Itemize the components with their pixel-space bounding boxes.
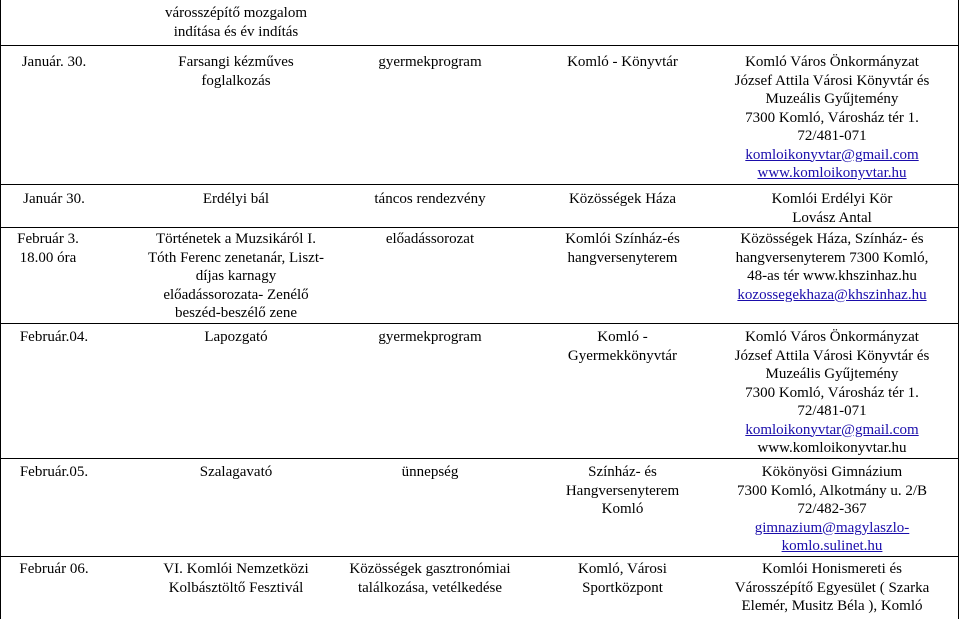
email-link[interactable]: gimnazium@magylaszlo- — [754, 519, 910, 536]
email-link[interactable]: kozossegekhaza@khszinhaz.hu — [737, 286, 927, 303]
event-date: Január 30. — [23, 191, 85, 207]
website-text: www.komloikonyvtar.hu — [757, 440, 907, 456]
row-divider — [0, 556, 959, 557]
event-date: Január. 30. — [21, 54, 87, 70]
event-date: Február 06. — [19, 561, 89, 577]
event-place: Komló, Városi Sportközpont — [578, 561, 667, 596]
event-organizer: Közösségek Háza, Színház- és hangversenyterem 7300 Komló, 48-as tér www.khszinhaz.hu kozossegekhaza@khszinhaz.hu — [735, 231, 929, 303]
event-date: Február.05. — [19, 464, 89, 480]
event-organizer: Kökönyösi Gimnázium 7300 Komló, Alkotmány u. 2/B 72/482-367 gimnazium@magylaszlo- komlo.sulinet.hu — [736, 464, 927, 554]
event-title: VI. Komlói Nemzetközi Kolbásztöltő Fesztivál — [163, 561, 309, 596]
event-place: Közösségek Háza — [568, 191, 677, 207]
email-link[interactable]: komlo.sulinet.hu — [781, 538, 883, 554]
event-type: Közösségek gasztronómiai találkozása, vetélkedése — [349, 561, 511, 596]
event-type: gyermekprogram — [378, 329, 482, 345]
event-type: ünnepség — [401, 464, 459, 480]
table-left-border — [0, 0, 1, 619]
event-title: városszépítő mozgalom indítása és év indítás — [164, 5, 308, 40]
event-type: előadássorozat — [385, 231, 475, 247]
row-divider — [0, 458, 959, 459]
event-organizer: Komló Város Önkormányzat József Attila Városi Könyvtár és Muzeális Gyűjtemény 7300 Komló, Városház tér 1. 72/481-071 komloikonyvtar@gmail.com www.komloikonyvtar.hu — [734, 54, 930, 181]
row-divider — [0, 184, 959, 185]
event-title: Szalagavató — [199, 464, 273, 480]
event-organizer: Komlói Erdélyi Kör Lovász Antal — [771, 191, 893, 226]
event-organizer: Komlói Honismereti és Városszépítő Egyesület ( Szarka Elemér, Musitz Béla ), Komló — [734, 561, 930, 614]
website-link[interactable]: www.komloikonyvtar.hu — [757, 165, 907, 181]
event-place: Színház- és Hangversenyterem Komló — [565, 464, 680, 517]
event-place: Komló - Gyermekkönyvtár — [567, 329, 678, 364]
event-date: Február.04. — [19, 329, 89, 345]
event-place: Komló - Könyvtár — [567, 54, 678, 70]
event-title: Lapozgató — [204, 329, 268, 345]
event-type: táncos rendezvény — [374, 191, 486, 207]
email-link[interactable]: komloikonyvtar@gmail.com — [745, 146, 919, 163]
event-date: Február 3. 18.00 óra — [17, 231, 79, 266]
row-divider — [0, 227, 959, 228]
row-divider — [0, 45, 959, 46]
event-organizer: Komló Város Önkormányzat József Attila Városi Könyvtár és Muzeális Gyűjtemény 7300 Komló, Városház tér 1. 72/481-071 komloikonyvtar@gmail.com www.komloikonyvtar.hu — [705, 328, 959, 458]
event-title: Farsangi kézműves foglalkozás — [178, 54, 294, 89]
row-divider — [0, 323, 959, 324]
event-place: Komlói Színház-és hangversenyterem — [565, 231, 680, 266]
event-title: Erdélyi bál — [202, 191, 270, 207]
event-type: gyermekprogram — [378, 54, 482, 70]
event-title: Történetek a Muzsikáról I. Tóth Ferenc zenetanár, Liszt- díjas karnagy előadássorozata- Zenélő beszéd-beszélő zene — [148, 231, 324, 321]
email-link[interactable]: komloikonyvtar@gmail.com — [745, 421, 919, 438]
